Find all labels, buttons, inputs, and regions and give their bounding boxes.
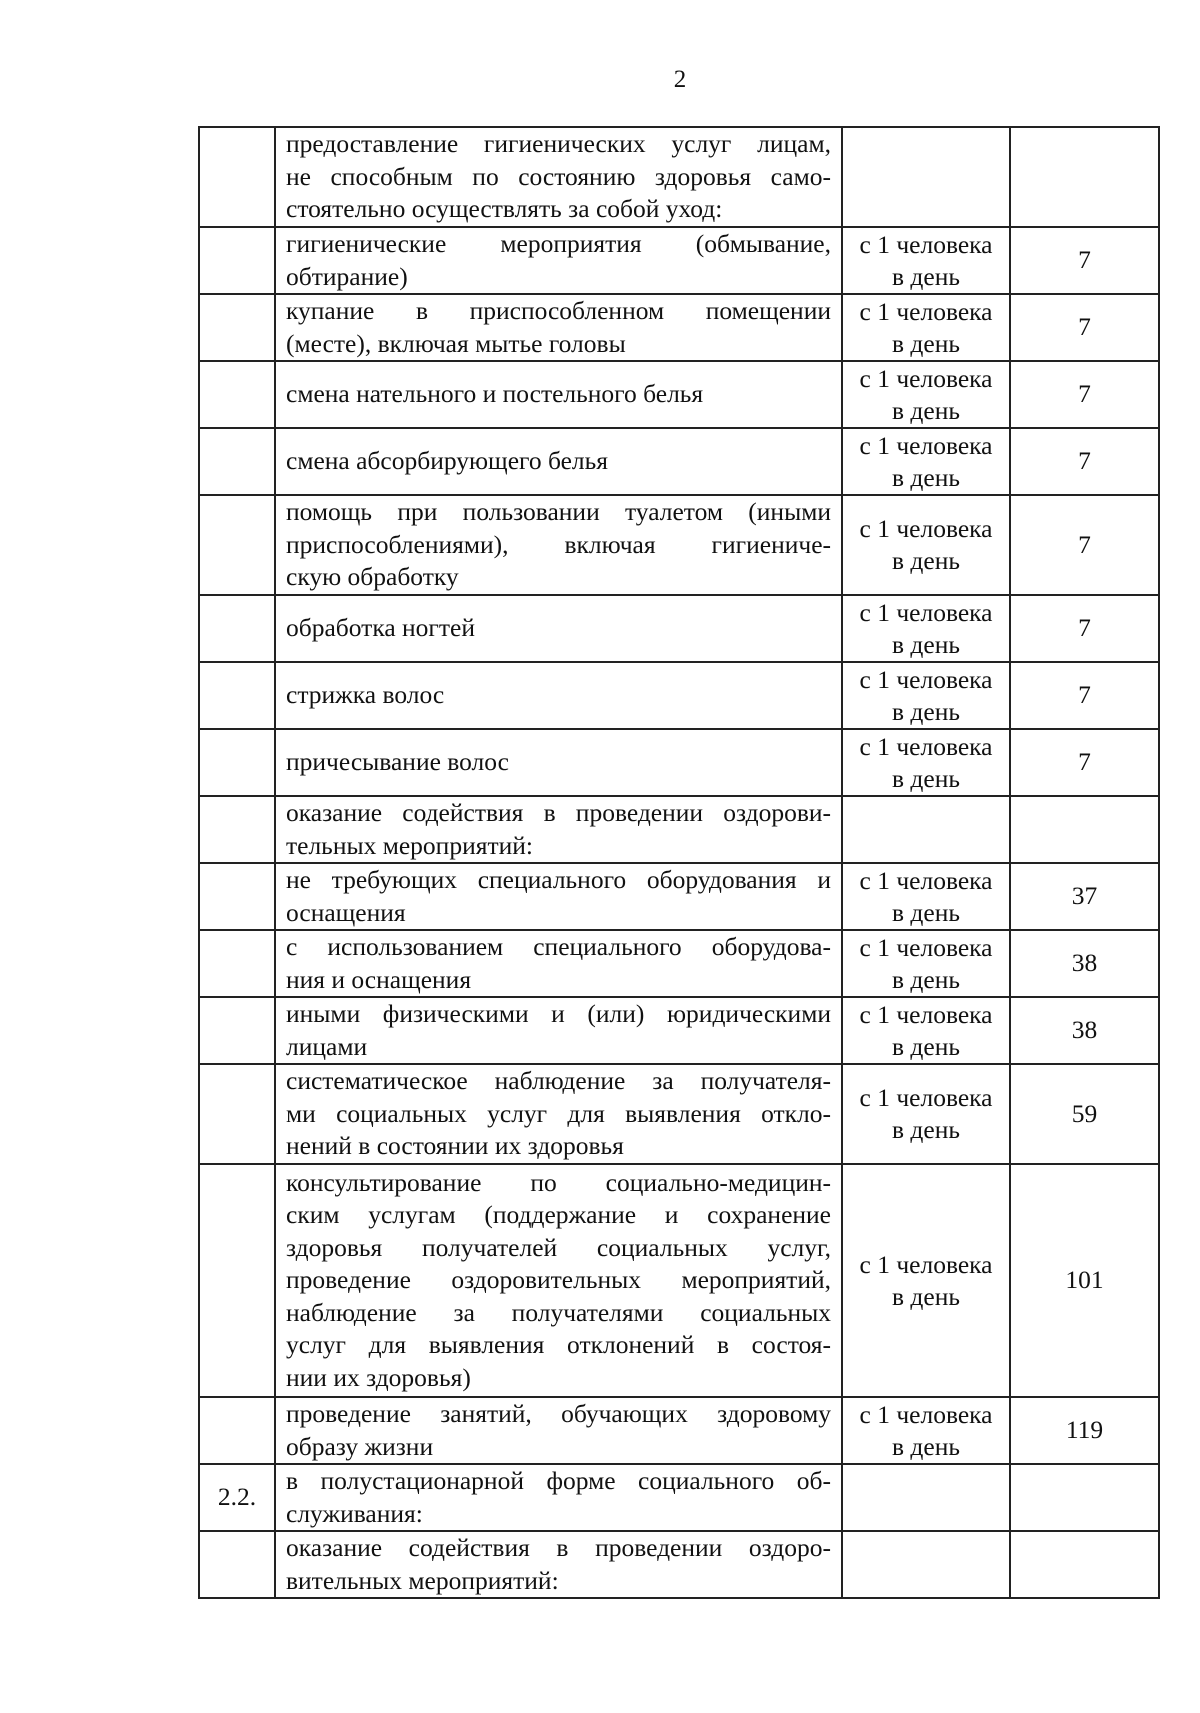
unit-line: в день [892,897,960,927]
service-description-line: скую обработку [286,562,459,592]
service-description-line: не требующих специального оборудования и [286,865,831,894]
value-cell: 38 [1010,930,1159,997]
services-table-body [199,127,1159,1598]
row-number-cell [199,863,275,930]
unit-line: в день [892,261,960,291]
unit-line: с 1 человека [859,664,993,694]
table-row [199,127,1159,227]
service-description-cell [275,1397,842,1464]
service-description-cell [275,294,842,361]
row-number-cell: 2.2. [199,1464,275,1531]
table-row [199,1464,1159,1531]
row-number-cell [199,595,275,662]
value-cell [1010,796,1159,863]
table-row [199,595,1159,662]
service-description-line: образу жизни [286,1431,434,1461]
row-number-cell [199,1531,275,1598]
unit-line: с 1 человека [859,932,993,962]
table-row [199,227,1159,294]
service-description-line: причесывание волос [286,747,509,777]
service-description-line: гигиенические мероприятия (обмывание, [286,229,831,258]
service-description-cell [275,428,842,495]
service-description-line: приспособлениями), включая гигиениче- [286,529,831,559]
unit-line: с 1 человека [859,1249,993,1279]
value-cell [1010,1531,1159,1598]
value-cell: 38 [1010,997,1159,1064]
unit-line: с 1 человека [859,514,993,543]
unit-cell [842,127,1010,227]
unit-line: с 1 человека [859,296,993,326]
row-number-cell [199,997,275,1064]
service-description-cell [275,127,842,227]
value-cell: 7 [1010,428,1159,495]
table-row [199,1531,1159,1598]
value-cell: 7 [1010,294,1159,361]
unit-line: в день [892,328,960,358]
row-number-cell [199,1064,275,1164]
unit-cell [842,361,1010,428]
row-number-cell [199,361,275,428]
service-description-cell [275,1164,842,1397]
unit-cell [842,1464,1010,1531]
page-number: 2 [673,66,687,93]
value-cell: 119 [1010,1397,1159,1464]
value-cell: 7 [1010,595,1159,662]
service-description-line: вительных мероприятий: [286,1565,559,1595]
service-description-line: предоставление гигиенических услуг лицам, [286,129,831,159]
unit-cell [842,796,1010,863]
value-cell: 101 [1010,1164,1159,1397]
value-cell: 59 [1010,1064,1159,1164]
value-cell [1010,127,1159,227]
table-row [199,930,1159,997]
unit-line: в день [892,763,960,793]
service-description-line: с использованием специального оборудова- [286,932,831,961]
table-row [199,1397,1159,1464]
unit-cell [842,294,1010,361]
row-number-cell [199,294,275,361]
unit-line: в день [892,1031,960,1061]
table-row [199,495,1159,595]
table-row [199,361,1159,428]
unit-line: в день [892,696,960,726]
unit-line: в день [892,395,960,425]
table-row [199,294,1159,361]
service-description-cell [275,595,842,662]
service-description-line: купание в приспособленном помещении [286,296,831,325]
row-number-cell [199,1397,275,1464]
row-number-cell [199,729,275,796]
service-description-line: наблюдение за получателями социальных [286,1297,831,1327]
unit-line: с 1 человека [859,229,993,259]
service-description-line: нии их здоровья) [286,1362,471,1392]
unit-cell [842,930,1010,997]
service-description-line: иными физическими и (или) юридическими [286,999,831,1028]
service-description-line: оказание содействия в проведении оздорови- [286,798,831,827]
value-cell: 7 [1010,729,1159,796]
unit-line: в день [892,1115,960,1144]
service-description-cell [275,796,842,863]
service-description-line: нений в состоянии их здоровья [286,1131,624,1161]
service-description-line: не способным по состоянию здоровья само- [286,161,831,191]
service-description-cell [275,997,842,1064]
row-number-cell [199,227,275,294]
service-description-line: обтирание) [286,261,408,291]
service-description-cell [275,1531,842,1598]
unit-cell [842,1531,1010,1598]
unit-line: в день [892,964,960,994]
value-cell: 7 [1010,361,1159,428]
service-description-line: консультирование по социально-медицин- [286,1167,831,1197]
table-row [199,796,1159,863]
service-description-line: стрижка волос [286,680,445,710]
service-description-line: оказание содействия в проведении оздоро- [286,1533,831,1562]
table-row [199,729,1159,796]
unit-cell [842,1397,1010,1464]
service-description-line: проведение оздоровительных мероприятий, [286,1265,831,1295]
service-description-line: систематическое наблюдение за получателя- [286,1066,831,1096]
service-description-line: стоятельно осуществлять за собой уход: [286,194,723,224]
services-table [198,126,1160,1599]
service-description-line: обработка ногтей [286,613,475,643]
service-description-cell [275,227,842,294]
row-number-cell [199,930,275,997]
unit-cell [842,997,1010,1064]
service-description-line: услуг для выявления отклонений в состоя- [286,1330,831,1360]
unit-cell [842,495,1010,595]
unit-line: в день [892,629,960,659]
table-row [199,1164,1159,1397]
service-description-line: проведение занятий, обучающих здоровому [286,1399,831,1428]
service-description-line: в полустационарной форме социального об- [286,1466,831,1495]
service-description-line: оснащения [286,897,406,927]
unit-line: в день [892,462,960,492]
unit-cell [842,428,1010,495]
row-number-cell [199,127,275,227]
service-description-cell [275,495,842,595]
service-description-cell [275,361,842,428]
service-description-cell [275,930,842,997]
unit-cell [842,1164,1010,1397]
unit-line: с 1 человека [859,597,993,627]
service-description-line: ским услугам (поддержание и сохранение [286,1200,831,1230]
row-number-cell [199,662,275,729]
service-description-cell [275,1064,842,1164]
unit-line: с 1 человека [859,865,993,895]
unit-line: с 1 человека [859,363,993,393]
unit-cell [842,227,1010,294]
table-row [199,662,1159,729]
service-description-line: смена абсорбирующего белья [286,446,608,476]
service-description-line: служивания: [286,1498,423,1528]
service-description-line: помощь при пользовании туалетом (иными [286,497,831,527]
row-number-cell [199,1164,275,1397]
unit-line: в день [892,1431,960,1461]
unit-line: с 1 человека [859,731,993,761]
unit-line: с 1 человека [859,430,993,460]
service-description-cell [275,863,842,930]
value-cell: 7 [1010,495,1159,595]
service-description-line: тельных мероприятий: [286,830,533,860]
value-cell [1010,1464,1159,1531]
service-description-line: ми социальных услуг для выявления откло- [286,1098,831,1128]
unit-line: с 1 человека [859,999,993,1029]
table-row [199,1064,1159,1164]
value-cell: 7 [1010,227,1159,294]
unit-cell [842,595,1010,662]
row-number-cell [199,495,275,595]
table-row [199,863,1159,930]
unit-cell [842,863,1010,930]
unit-line: с 1 человека [859,1083,993,1112]
unit-cell [842,662,1010,729]
unit-line: с 1 человека [859,1399,993,1429]
row-number-cell [199,428,275,495]
service-description-line: смена нательного и постельного белья [286,379,704,409]
service-description-cell [275,729,842,796]
table-row [199,997,1159,1064]
service-description-line: здоровья получателей социальных услуг, [286,1232,831,1262]
unit-line: в день [892,1281,960,1311]
unit-cell [842,729,1010,796]
service-description-line: лицами [286,1031,368,1061]
service-description-cell [275,662,842,729]
table-row [199,428,1159,495]
unit-cell [842,1064,1010,1164]
row-number-cell [199,796,275,863]
service-description-line: ния и оснащения [286,964,472,994]
service-description-line: (месте), включая мытье головы [286,328,626,358]
service-description-cell [275,1464,842,1531]
value-cell: 7 [1010,662,1159,729]
value-cell: 37 [1010,863,1159,930]
unit-line: в день [892,546,960,575]
